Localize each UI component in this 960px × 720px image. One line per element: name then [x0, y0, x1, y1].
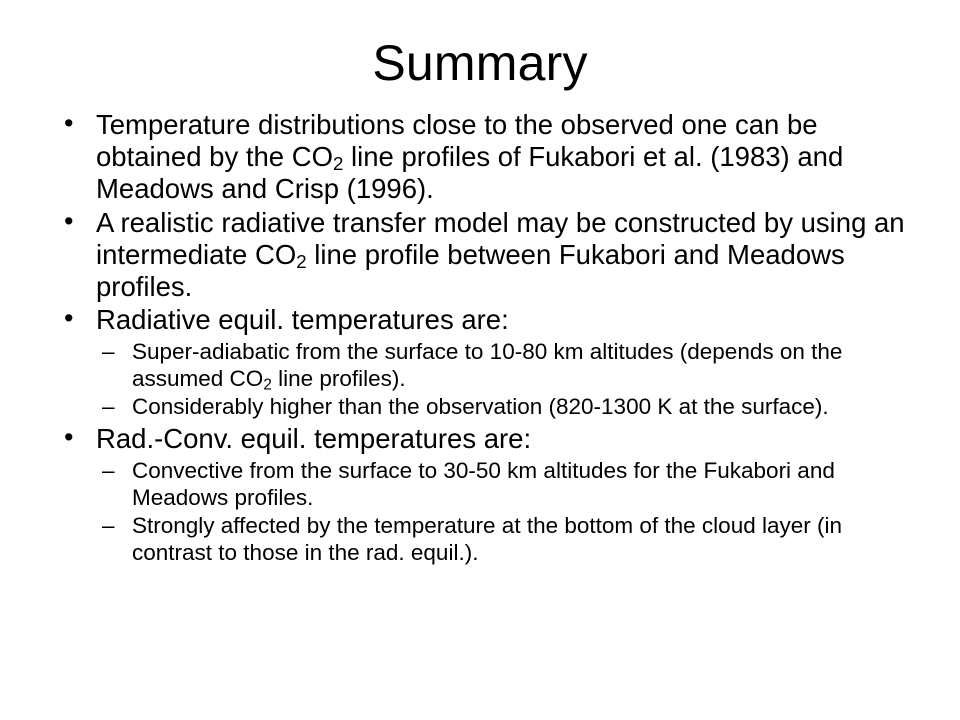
list-item-text	[96, 304, 509, 335]
list-item	[52, 304, 908, 421]
list-item	[52, 109, 908, 206]
bullet-icon: •	[64, 303, 74, 334]
sub-list-item	[96, 394, 908, 421]
dash-icon: –	[102, 394, 115, 420]
bullet-icon: •	[64, 108, 74, 138]
text-run: Convective from the surface to 30-50 km altitudes for the Fukabori and Meadows profiles.	[132, 458, 835, 510]
text-run: line profile between Fukabori and Meadows profiles.	[96, 238, 845, 302]
sub-list-item-text	[132, 339, 843, 394]
sub-bullet-list	[96, 458, 908, 566]
list-item	[52, 207, 908, 304]
bullet-list	[52, 109, 908, 566]
bullet-icon: •	[64, 205, 74, 236]
sub-list-item	[96, 513, 908, 566]
subscript: 2	[296, 250, 307, 272]
sub-list-item	[96, 339, 908, 392]
subscript: 2	[263, 376, 272, 394]
sub-bullet-list	[96, 339, 908, 421]
sub-list-item-text	[132, 458, 835, 510]
list-item-text	[96, 109, 843, 204]
sub-list-item-text	[132, 513, 842, 565]
text-run: line profiles).	[271, 365, 406, 391]
text-run: Super-adiabatic from the surface to 10-80 km altitudes (depends on the assumed CO	[132, 339, 843, 391]
sub-list-item	[96, 458, 908, 511]
page-title: Summary	[372, 35, 588, 91]
text-run: Temperature distributions close to the observed one can be obtained by the CO	[96, 109, 818, 173]
text-run: A realistic radiative transfer model may be constructed by using an intermediate CO	[96, 206, 905, 270]
list-item	[52, 423, 908, 566]
text-run: Radiative equil. temperatures are:	[96, 304, 509, 336]
dash-icon: –	[102, 339, 115, 365]
text-run: Considerably higher than the observation (820-1300 K at the surface).	[132, 394, 829, 420]
bullet-icon: •	[64, 421, 74, 452]
slide-body	[0, 91, 960, 566]
text-run: Rad.-Conv. equil. temperatures are:	[96, 422, 532, 454]
sub-list-item-text	[132, 394, 829, 419]
text-run: line profiles of Fukabori et al. (1983) and Meadows and Crisp (1996).	[96, 141, 844, 205]
dash-icon: –	[102, 458, 115, 484]
subscript: 2	[332, 153, 344, 175]
dash-icon: –	[102, 513, 115, 539]
list-item-text	[96, 207, 905, 302]
list-item-text	[96, 423, 531, 454]
text-run: Strongly affected by the temperature at the bottom of the cloud layer (in contrast to those in the rad. equil.).	[132, 513, 842, 565]
